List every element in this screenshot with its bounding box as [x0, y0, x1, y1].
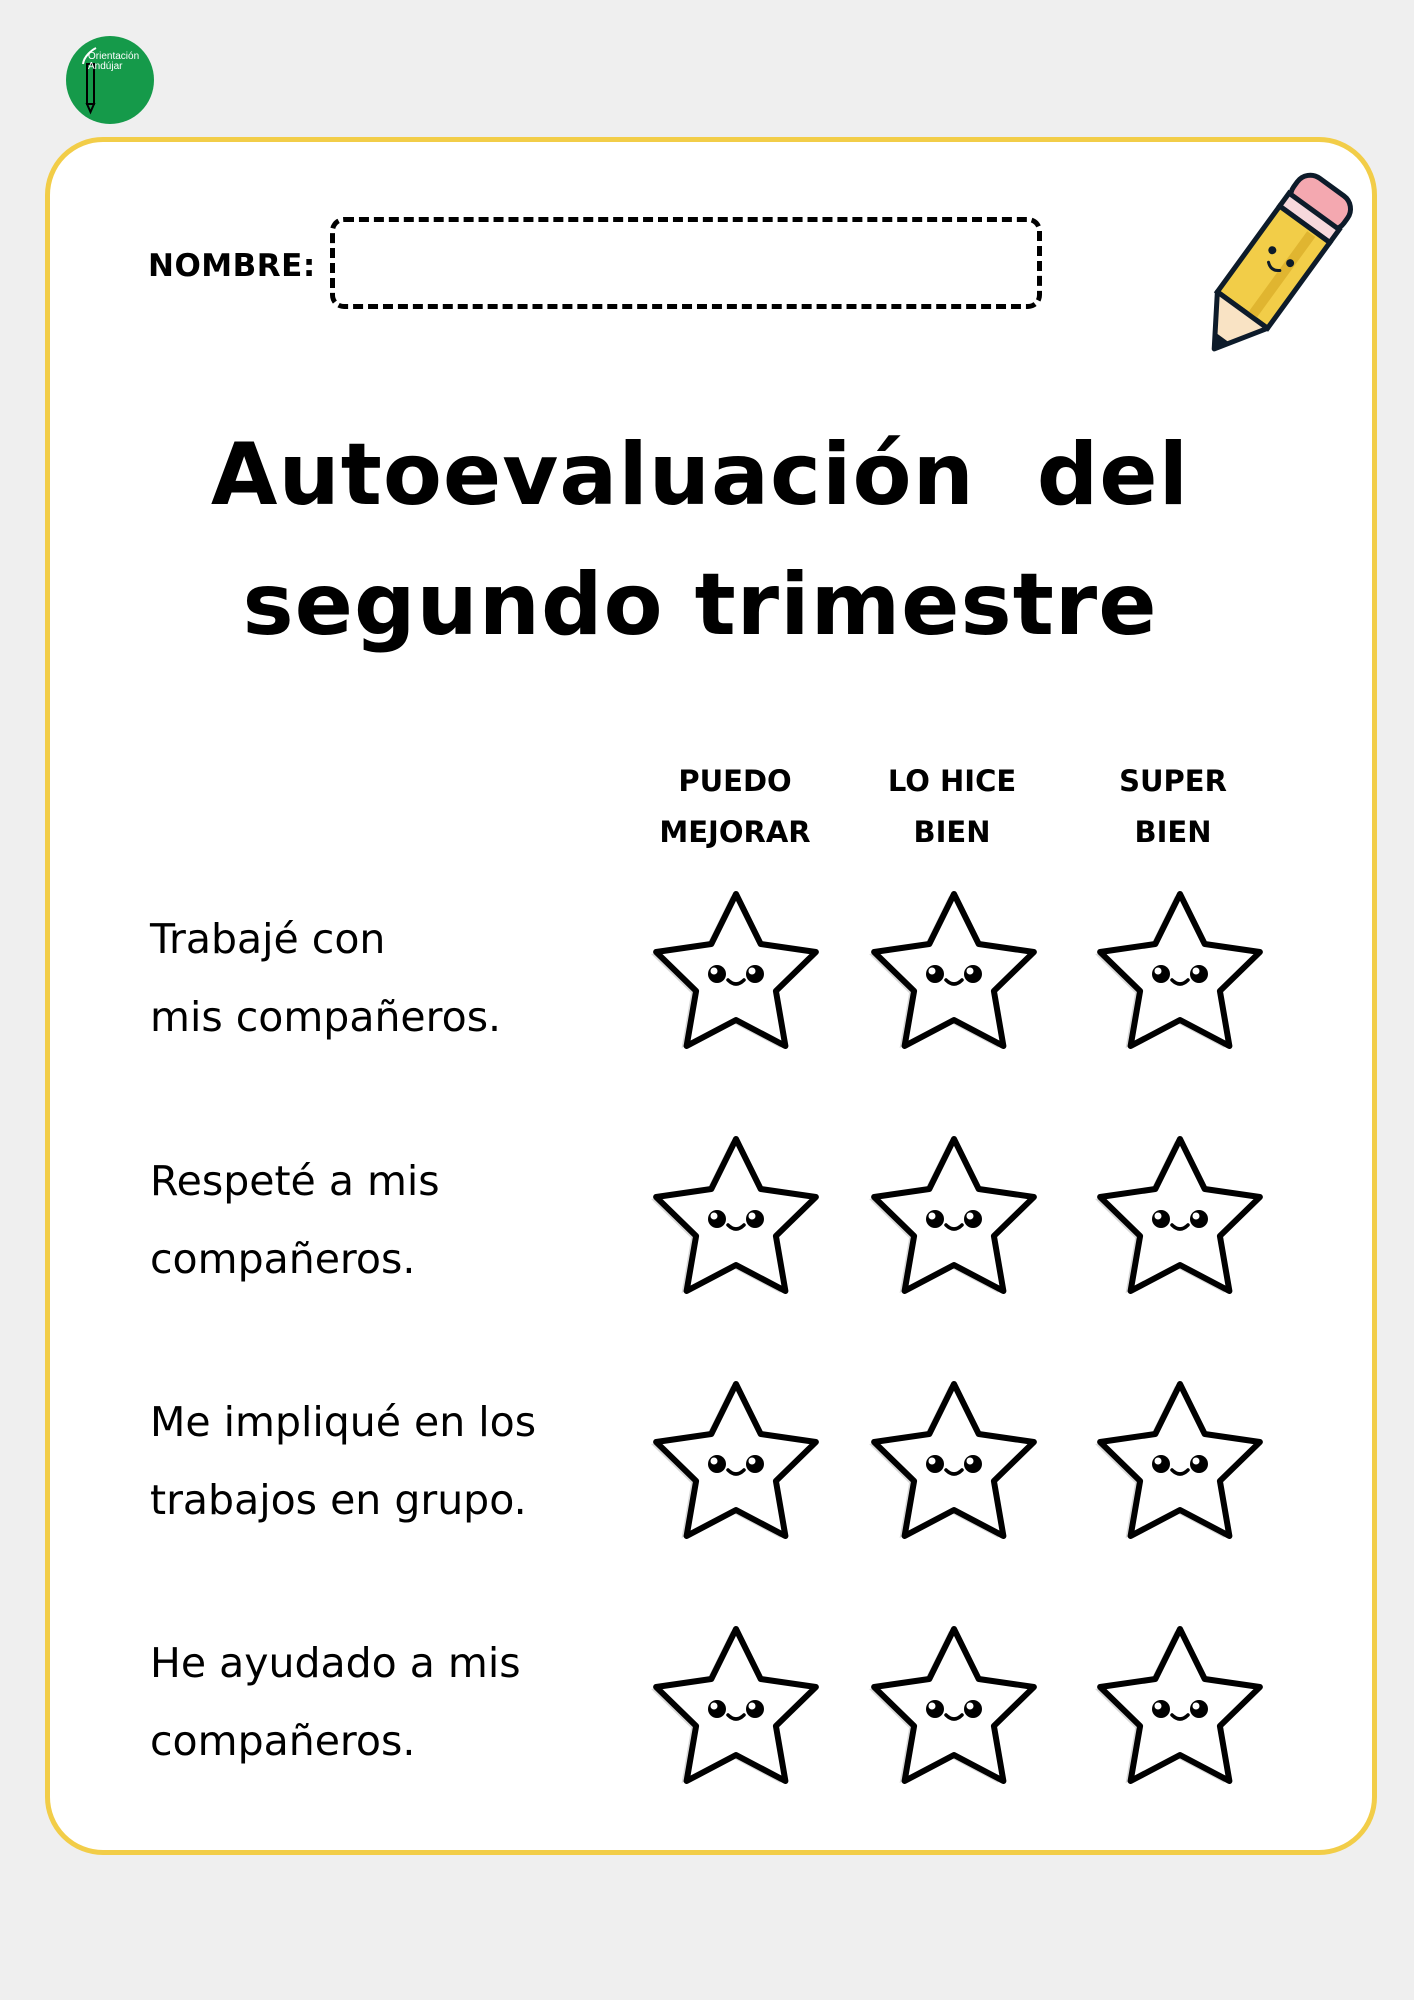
row-label-line-2: compañeros.: [150, 1717, 416, 1765]
row-label-line-2: mis compañeros.: [150, 993, 502, 1041]
smiling-star-icon[interactable]: [1087, 1617, 1273, 1795]
column-header-line-2: MEJORAR: [659, 815, 811, 849]
row-label-line-1: Respeté a mis: [150, 1157, 440, 1205]
smiling-star-icon[interactable]: [643, 882, 829, 1060]
smiling-star-icon[interactable]: [643, 1127, 829, 1305]
smiling-star-icon[interactable]: [1087, 882, 1273, 1060]
logo: [66, 36, 154, 124]
column-header-super-bien: [1078, 756, 1268, 858]
logo-pencil-icon: [66, 36, 154, 124]
row-label-line-1: Me impliqué en los: [150, 1398, 537, 1446]
column-header-line-2: BIEN: [913, 815, 991, 849]
name-field[interactable]: [330, 217, 1042, 309]
smiling-star-icon[interactable]: [643, 1617, 829, 1795]
worksheet-title: [200, 410, 1200, 670]
column-header-line-1: LO HICE: [887, 764, 1017, 798]
row-label-line-1: Trabajé con: [150, 915, 386, 963]
row-label-implique: [150, 1383, 570, 1539]
smiling-star-icon[interactable]: [1087, 1372, 1273, 1550]
smiling-star-icon[interactable]: [861, 1372, 1047, 1550]
logo-text: Orientación Andújar: [88, 51, 140, 72]
row-label-line-2: compañeros.: [150, 1235, 416, 1283]
smiling-star-icon[interactable]: [861, 1127, 1047, 1305]
row-label-line-2: trabajos en grupo.: [150, 1476, 527, 1524]
smiling-star-icon[interactable]: [861, 1617, 1047, 1795]
row-label-trabaje: [150, 900, 570, 1056]
smiling-star-icon[interactable]: [643, 1372, 829, 1550]
row-label-line-1: He ayudado a mis: [150, 1639, 521, 1687]
smiling-star-icon[interactable]: [1087, 1127, 1273, 1305]
column-header-puedo-mejorar: [640, 756, 830, 858]
column-header-line-2: BIEN: [1134, 815, 1212, 849]
title-line-2: segundo trimestre: [242, 555, 1158, 655]
smiling-pencil-icon: [1178, 168, 1368, 368]
title-line-1: Autoevaluación del: [210, 425, 1190, 525]
column-header-line-1: PUEDO: [678, 764, 792, 798]
column-header-lo-hice-bien: [857, 756, 1047, 858]
name-label: NOMBRE:: [148, 248, 316, 284]
column-header-line-1: SUPER: [1119, 764, 1227, 798]
row-label-ayudado: [150, 1624, 570, 1780]
smiling-star-icon[interactable]: [861, 882, 1047, 1060]
row-label-respete: [150, 1142, 570, 1298]
